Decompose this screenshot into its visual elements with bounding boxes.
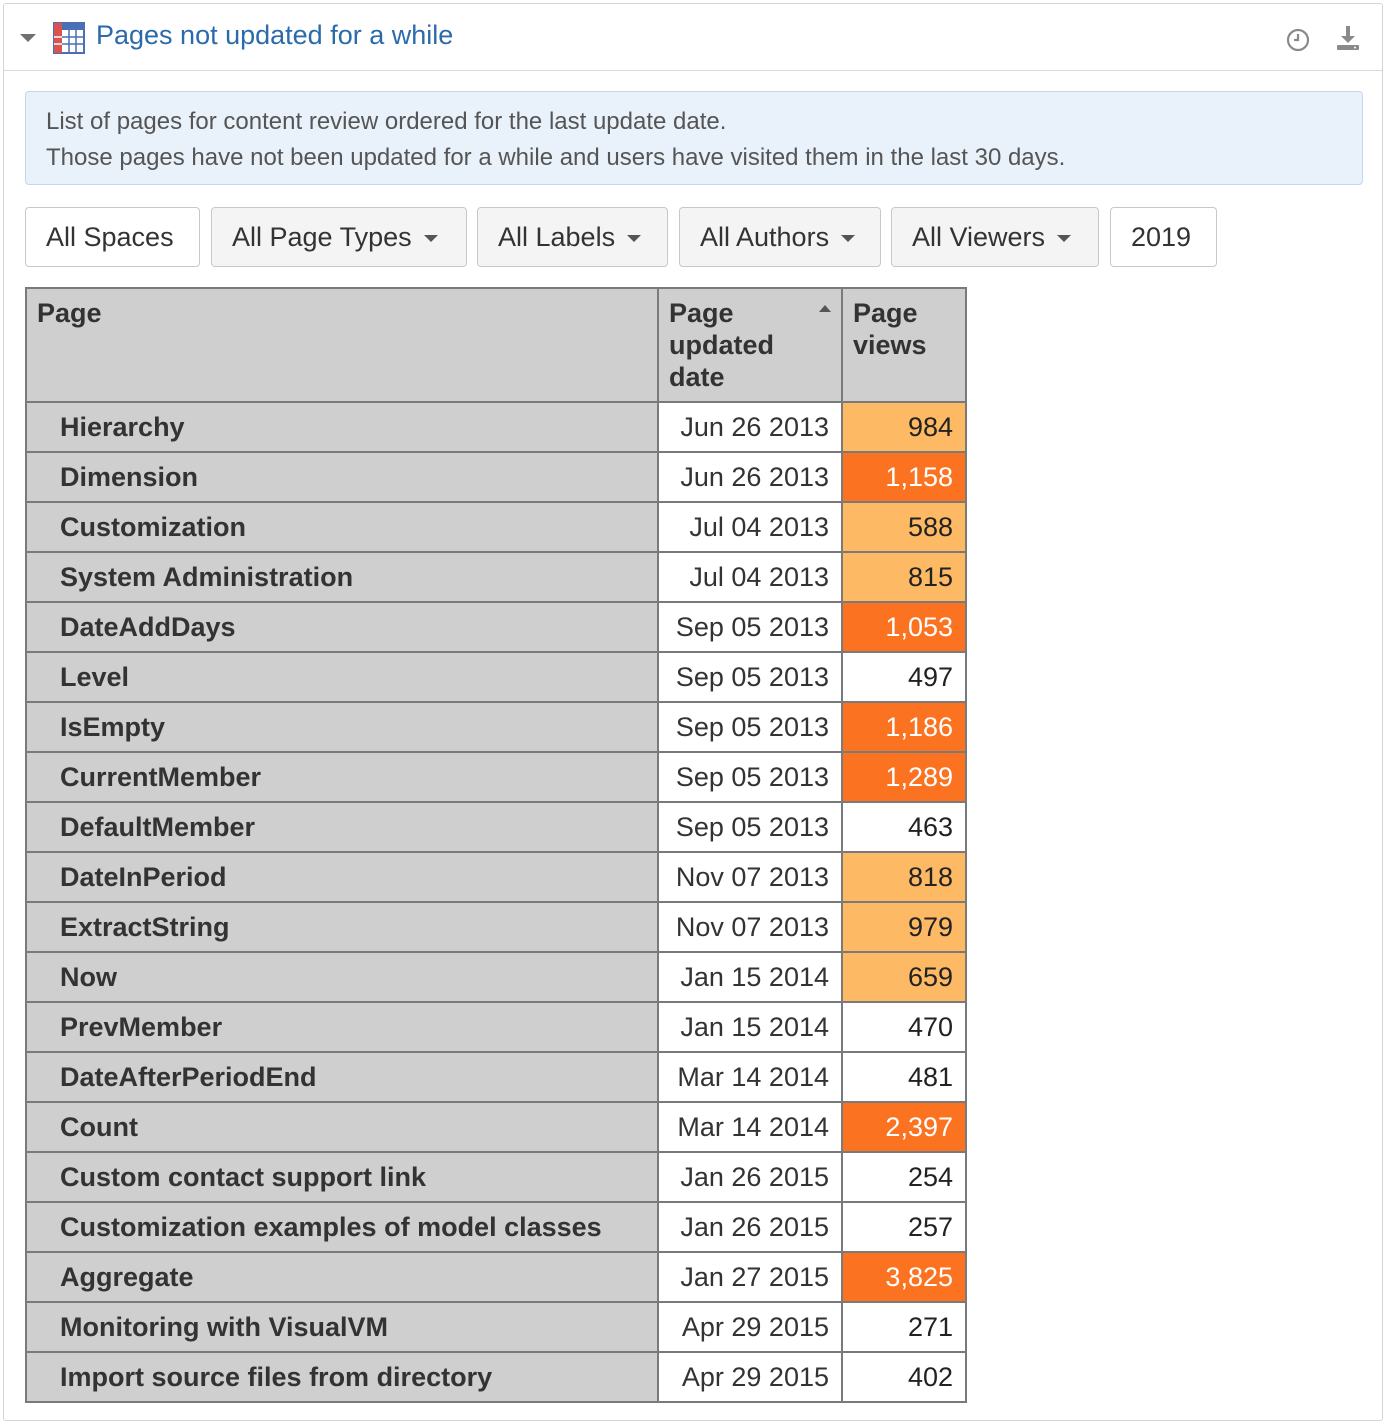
table-row bbox=[26, 1102, 966, 1152]
spaces-filter-label: All Spaces bbox=[46, 222, 174, 252]
table-row bbox=[26, 1202, 966, 1252]
column-header-page[interactable] bbox=[26, 288, 658, 402]
updated-date-cell: Jan 27 2015 bbox=[658, 1252, 842, 1302]
labels-filter-button[interactable] bbox=[477, 207, 668, 267]
page-views-cell: 979 bbox=[842, 902, 966, 952]
info-line-2: Those pages have not been updated for a while and users have visited them in the last 30 days. bbox=[46, 144, 1066, 171]
page-link[interactable]: DefaultMember bbox=[26, 802, 658, 852]
updated-date-cell: Sep 05 2013 bbox=[658, 802, 842, 852]
download-icon[interactable] bbox=[1334, 24, 1362, 52]
page-link[interactable]: Customization examples of model classes bbox=[26, 1202, 658, 1252]
page-link[interactable]: Customization bbox=[26, 502, 658, 552]
page-link[interactable]: DateAddDays bbox=[26, 602, 658, 652]
table-row bbox=[26, 1252, 966, 1302]
page-types-filter-button[interactable] bbox=[211, 207, 467, 267]
updated-date-cell: Sep 05 2013 bbox=[658, 702, 842, 752]
page-link[interactable]: DateAfterPeriodEnd bbox=[26, 1052, 658, 1102]
table-row bbox=[26, 1302, 966, 1352]
viewers-filter-button[interactable] bbox=[891, 207, 1099, 267]
caret-down-icon bbox=[841, 235, 855, 242]
caret-down-icon bbox=[1057, 235, 1071, 242]
page-views-cell: 2,397 bbox=[842, 1102, 966, 1152]
table-row bbox=[26, 502, 966, 552]
column-header-updated-date-label: Page updated date bbox=[669, 298, 774, 392]
page-link[interactable]: IsEmpty bbox=[26, 702, 658, 752]
page-link[interactable]: DateInPeriod bbox=[26, 852, 658, 902]
updated-date-cell: Apr 29 2015 bbox=[658, 1352, 842, 1402]
page-views-cell: 402 bbox=[842, 1352, 966, 1402]
updated-date-cell: Jan 26 2015 bbox=[658, 1202, 842, 1252]
table-row bbox=[26, 852, 966, 902]
caret-down-icon bbox=[627, 235, 641, 242]
page-link[interactable]: Level bbox=[26, 652, 658, 702]
page-views-cell: 497 bbox=[842, 652, 966, 702]
page-link[interactable]: System Administration bbox=[26, 552, 658, 602]
updated-date-cell: Mar 14 2014 bbox=[658, 1052, 842, 1102]
page-views-cell: 659 bbox=[842, 952, 966, 1002]
page-link[interactable]: Now bbox=[26, 952, 658, 1002]
info-box bbox=[25, 91, 1363, 185]
page-link[interactable]: Dimension bbox=[26, 452, 658, 502]
page-link[interactable]: Import source files from directory bbox=[26, 1352, 658, 1402]
table-row bbox=[26, 1052, 966, 1102]
table-row bbox=[26, 552, 966, 602]
updated-date-cell: Jun 26 2013 bbox=[658, 452, 842, 502]
sort-ascending-icon bbox=[819, 305, 831, 312]
updated-date-cell: Jan 15 2014 bbox=[658, 1002, 842, 1052]
page-views-cell: 3,825 bbox=[842, 1252, 966, 1302]
report-panel bbox=[3, 3, 1383, 1421]
table-row bbox=[26, 652, 966, 702]
table-header-row bbox=[26, 288, 966, 402]
pages-table bbox=[25, 287, 967, 1403]
page-views-cell: 1,053 bbox=[842, 602, 966, 652]
page-views-cell: 818 bbox=[842, 852, 966, 902]
page-views-cell: 470 bbox=[842, 1002, 966, 1052]
updated-date-cell: Sep 05 2013 bbox=[658, 752, 842, 802]
table-row bbox=[26, 702, 966, 752]
page-link[interactable]: Custom contact support link bbox=[26, 1152, 658, 1202]
updated-date-cell: Jun 26 2013 bbox=[658, 402, 842, 452]
page-views-cell: 271 bbox=[842, 1302, 966, 1352]
spaces-filter-button[interactable] bbox=[25, 207, 200, 267]
info-line-1: List of pages for content review ordered for the last update date. bbox=[46, 108, 727, 135]
updated-date-cell: Sep 05 2013 bbox=[658, 602, 842, 652]
table-row bbox=[26, 1352, 966, 1402]
updated-date-cell: Apr 29 2015 bbox=[658, 1302, 842, 1352]
authors-filter-label: All Authors bbox=[700, 222, 830, 252]
clock-icon[interactable] bbox=[1286, 28, 1310, 52]
table-row bbox=[26, 602, 966, 652]
table-row bbox=[26, 752, 966, 802]
caret-down-icon bbox=[424, 235, 438, 242]
table-row bbox=[26, 1152, 966, 1202]
updated-date-cell: Nov 07 2013 bbox=[658, 852, 842, 902]
page-link[interactable]: CurrentMember bbox=[26, 752, 658, 802]
updated-date-cell: Sep 05 2013 bbox=[658, 652, 842, 702]
table-row bbox=[26, 402, 966, 452]
page-views-cell: 1,158 bbox=[842, 452, 966, 502]
page-views-cell: 257 bbox=[842, 1202, 966, 1252]
updated-date-cell: Mar 14 2014 bbox=[658, 1102, 842, 1152]
page-link[interactable]: Hierarchy bbox=[26, 402, 658, 452]
table-row bbox=[26, 452, 966, 502]
page-views-cell: 481 bbox=[842, 1052, 966, 1102]
page-views-cell: 815 bbox=[842, 552, 966, 602]
page-views-cell: 463 bbox=[842, 802, 966, 852]
labels-filter-label: All Labels bbox=[498, 222, 616, 252]
page-views-cell: 1,289 bbox=[842, 752, 966, 802]
table-icon bbox=[53, 22, 85, 54]
panel-header bbox=[4, 4, 1382, 71]
table-row bbox=[26, 1002, 966, 1052]
table-row bbox=[26, 902, 966, 952]
column-header-views-label: Page views bbox=[853, 298, 927, 360]
page-views-cell: 1,186 bbox=[842, 702, 966, 752]
year-filter-label: 2019 bbox=[1131, 222, 1192, 252]
column-header-updated-date[interactable] bbox=[658, 288, 842, 402]
page-link[interactable]: Monitoring with VisualVM bbox=[26, 1302, 658, 1352]
page-link[interactable]: Count bbox=[26, 1102, 658, 1152]
page-link[interactable]: Aggregate bbox=[26, 1252, 658, 1302]
page-link[interactable]: ExtractString bbox=[26, 902, 658, 952]
updated-date-cell: Jan 26 2015 bbox=[658, 1152, 842, 1202]
page-views-cell: 254 bbox=[842, 1152, 966, 1202]
viewers-filter-label: All Viewers bbox=[912, 222, 1046, 252]
column-header-page-label: Page bbox=[37, 298, 102, 328]
updated-date-cell: Jan 15 2014 bbox=[658, 952, 842, 1002]
table-row bbox=[26, 802, 966, 852]
page-views-cell: 588 bbox=[842, 502, 966, 552]
table-row bbox=[26, 952, 966, 1002]
page-views-cell: 984 bbox=[842, 402, 966, 452]
updated-date-cell: Nov 07 2013 bbox=[658, 902, 842, 952]
column-header-views[interactable] bbox=[842, 288, 966, 402]
page-types-filter-label: All Page Types bbox=[232, 222, 412, 252]
updated-date-cell: Jul 04 2013 bbox=[658, 502, 842, 552]
updated-date-cell: Jul 04 2013 bbox=[658, 552, 842, 602]
page-link[interactable]: PrevMember bbox=[26, 1002, 658, 1052]
authors-filter-button[interactable] bbox=[679, 207, 881, 267]
chevron-down-icon[interactable] bbox=[20, 34, 36, 42]
year-filter-button[interactable] bbox=[1110, 207, 1217, 267]
widget-title[interactable]: Pages not updated for a while bbox=[96, 20, 454, 50]
